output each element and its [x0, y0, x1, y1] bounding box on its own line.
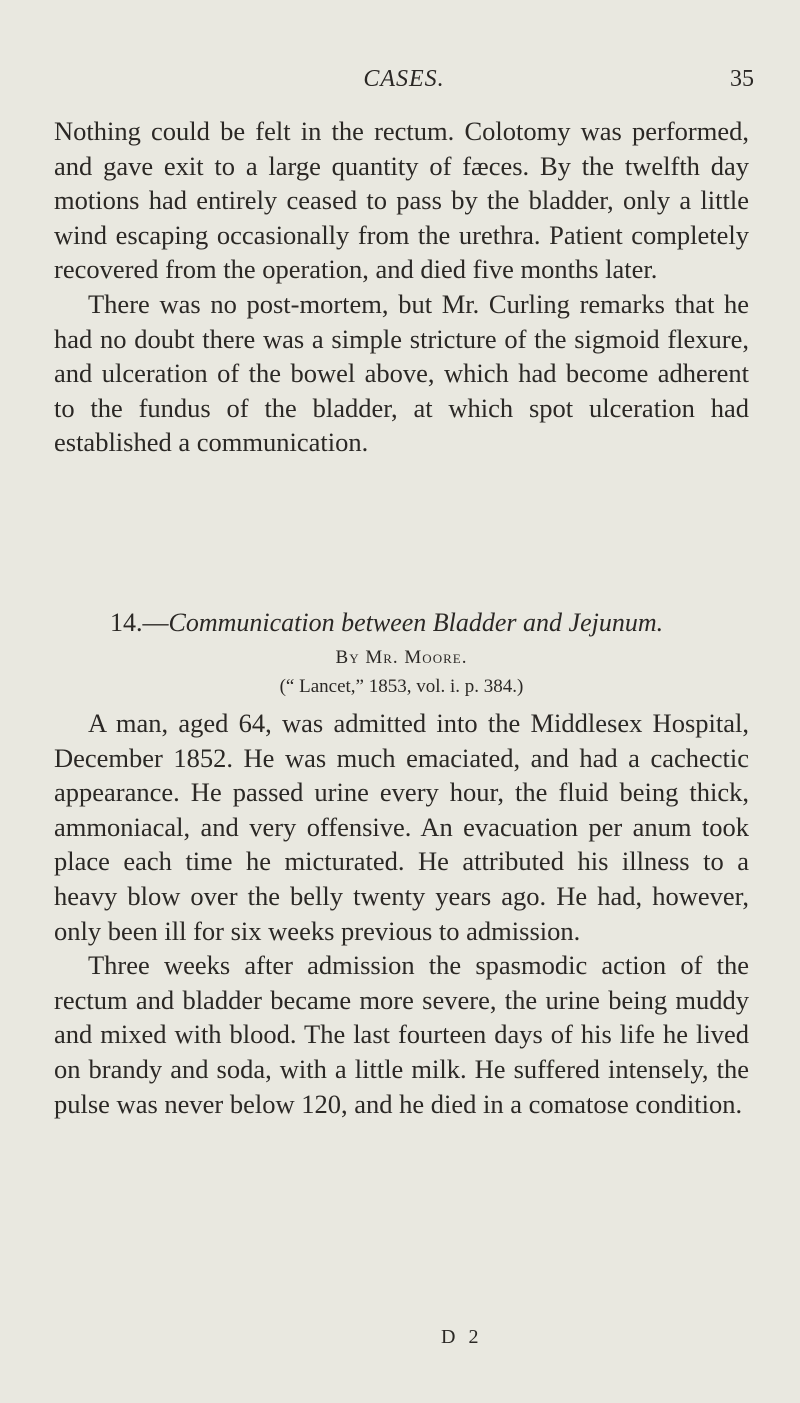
running-title: CASES.: [363, 66, 445, 92]
section-citation: (“ Lancet,” 1853, vol. i. p. 384.): [279, 676, 524, 697]
running-head: [54, 66, 754, 96]
page-number: 35: [730, 66, 754, 92]
section-number: 14.—: [110, 608, 169, 637]
paragraph-case-admission: A man, aged 64, was admitted into the Middlesex Hospital, December 1852. He was much emaciated, and had a cachectic appearance. He passed urine every hour, the fluid being thick, ammoniacal, and very offensive. An evacuation per anum took place each time he micturated. He attributed his illness to a heavy blow over the belly twenty years ago. He had, however, only been ill for six weeks previous to admission.: [54, 708, 749, 946]
text-block-top: [54, 114, 749, 460]
paragraph-case-outcome: Three weeks after admission the spasmodic action of the rectum and bladder became more severe, the urine being muddy and mixed with blood. The last fourteen days of his life he lived on brandy and soda, with a little milk. He suffered intensely, the pulse was never below 120, and he died in a comatose condition.: [54, 950, 749, 1119]
text-block-bottom: [54, 706, 749, 1121]
section-heading: [54, 606, 749, 640]
section-byline: By Mr. Moore.: [335, 647, 468, 668]
signature-mark: D 2: [441, 1326, 483, 1348]
section-title: Communication between Bladder and Jejunum.: [168, 608, 664, 637]
paragraph-post-mortem: There was no post-mortem, but Mr. Curling remarks that he had no doubt there was a simple stricture of the sigmoid flexure, and ulceration of the bowel above, which had become adherent to the fundus of the bladder, at which spot ulceration had established a communication.: [54, 288, 749, 458]
paragraph-colotomy: Nothing could be felt in the rectum. Colotomy was performed, and gave exit to a large quantity of fæces. By the twelfth day motions had entirely ceased to pass by the bladder, only a little wind escaping occasionally from the urethra. Patient completely recovered from the operation, and died five months later.: [54, 116, 749, 285]
